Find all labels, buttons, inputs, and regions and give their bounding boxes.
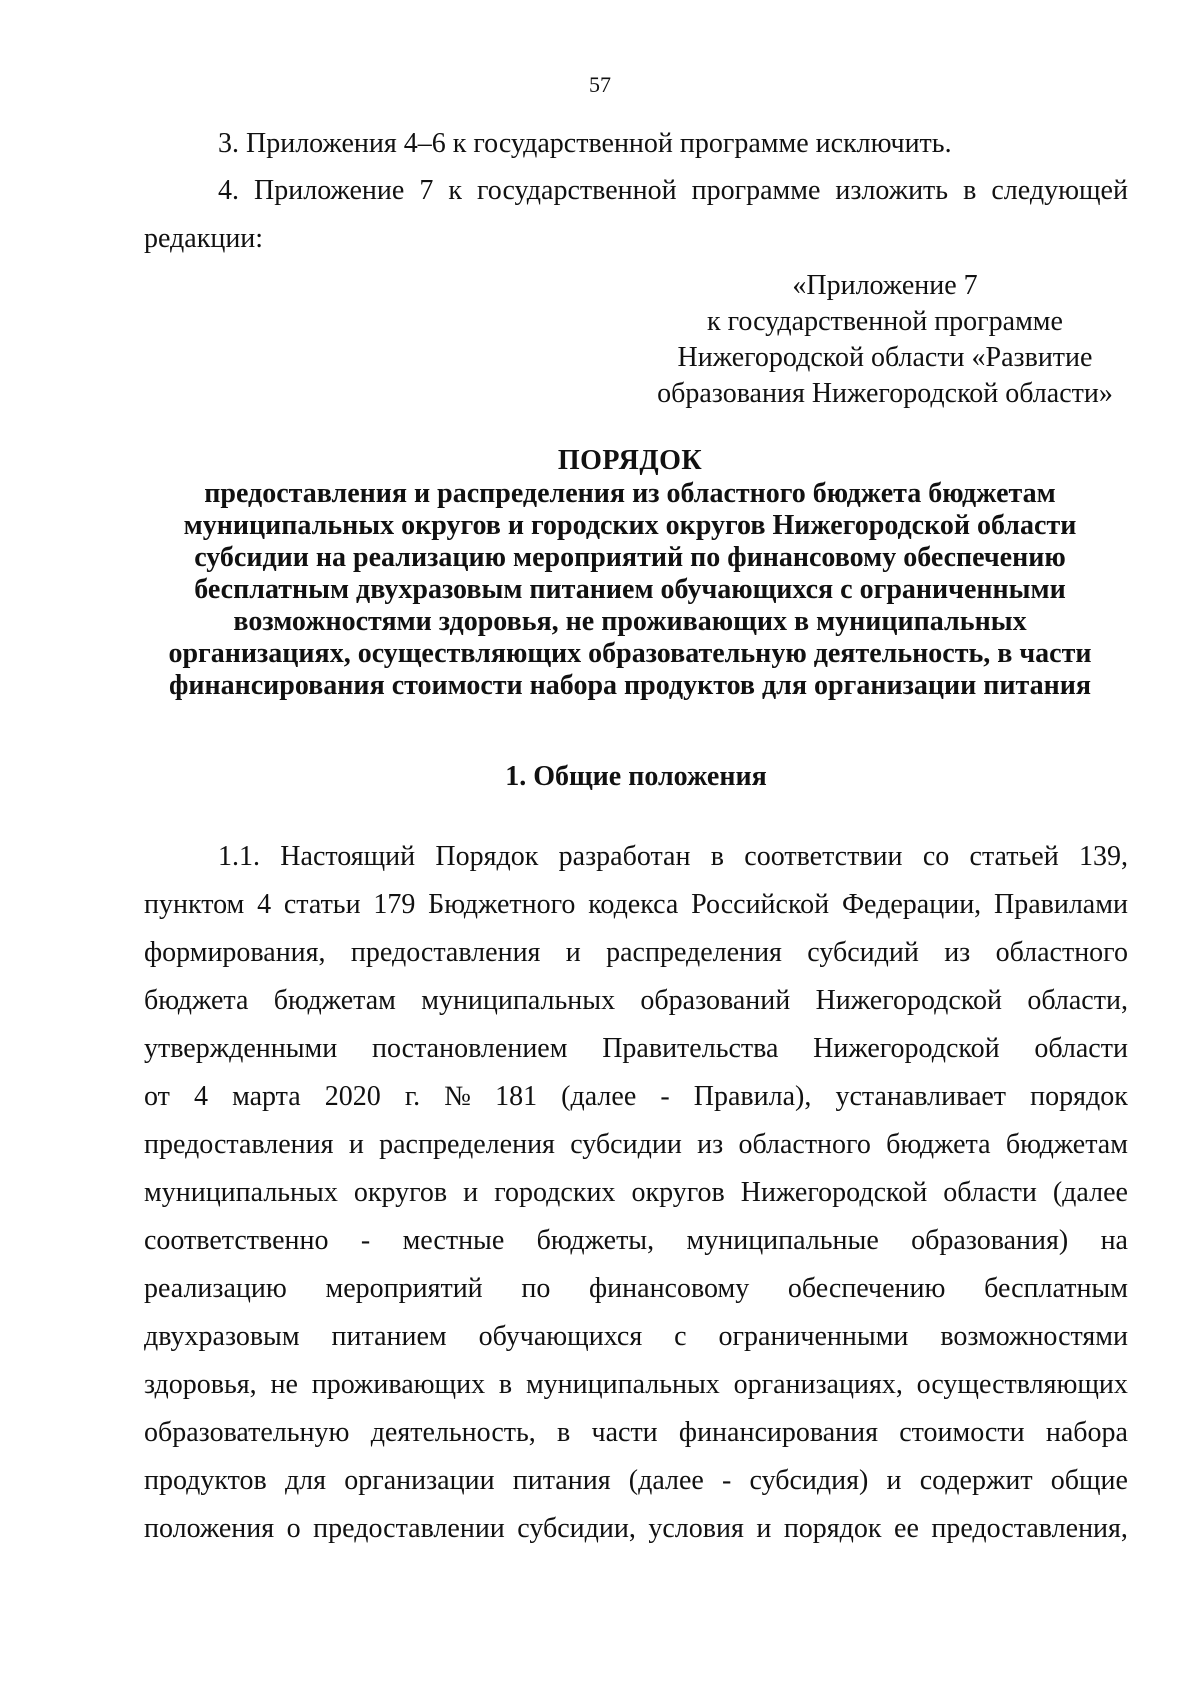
word: следующей xyxy=(991,175,1128,206)
word: области xyxy=(943,1177,1037,1208)
word: по xyxy=(521,1273,551,1304)
word: не xyxy=(270,1369,298,1400)
word: Федерации, xyxy=(841,889,982,920)
word: постановлением xyxy=(371,1033,568,1064)
word: округов xyxy=(353,1177,448,1208)
word: в xyxy=(498,1369,513,1400)
word: предоставлении xyxy=(313,1513,505,1544)
title-line: субсидии на реализацию мероприятий по финансовому обеспечению xyxy=(194,542,1066,573)
paragraph-1-1-line xyxy=(144,1073,1128,1121)
word: организациях, xyxy=(733,1369,903,1400)
word: государственной xyxy=(477,175,677,206)
appendix-line-4: образования Нижегородской области» xyxy=(657,378,1113,409)
word: бесплатным xyxy=(984,1273,1128,1304)
word: и xyxy=(348,1129,364,1160)
word: (далее xyxy=(561,1081,637,1112)
word: части xyxy=(591,1417,658,1448)
word: области, xyxy=(1027,985,1128,1016)
word: изложить xyxy=(835,175,949,206)
word: образований xyxy=(640,985,791,1016)
appendix-line-2: к государственной программе xyxy=(707,306,1063,337)
word: Правилами xyxy=(993,889,1128,920)
word: кодекса xyxy=(588,889,679,920)
word: муниципальных xyxy=(525,1369,720,1400)
word: порядок xyxy=(1030,1081,1128,1112)
word: бюджета xyxy=(886,1129,991,1160)
word: 181 xyxy=(495,1081,538,1112)
word: бюджетам xyxy=(273,985,396,1016)
word: Нижегородской xyxy=(815,985,1003,1016)
word: порядок xyxy=(783,1513,882,1544)
title-line: бесплатным двухразовым питанием обучающихся с ограниченными xyxy=(194,574,1066,605)
title-main: ПОРЯДОК xyxy=(557,445,703,476)
word: образовательную xyxy=(144,1417,350,1448)
word: и xyxy=(756,1513,772,1544)
paragraph-4-line-1 xyxy=(144,167,1128,215)
word: организации xyxy=(344,1465,495,1496)
word: питания xyxy=(512,1465,611,1496)
document-title xyxy=(130,445,1130,702)
word: округов xyxy=(631,1177,725,1208)
word: субсидии xyxy=(570,1129,682,1160)
word: общие xyxy=(1050,1465,1128,1496)
word: Правительства xyxy=(602,1033,779,1064)
word: с xyxy=(674,1321,687,1352)
paragraph-1-1-line xyxy=(144,1121,1128,1169)
word: бюджета xyxy=(144,985,249,1016)
word: - xyxy=(660,1081,670,1112)
word: распределения xyxy=(606,937,782,968)
word: муниципальные xyxy=(686,1225,879,1256)
section-1-heading: 1. Общие положения xyxy=(505,761,767,792)
appendix-line-3: Нижегородской области «Развитие xyxy=(677,342,1093,373)
paragraph-1-1-line xyxy=(144,929,1128,977)
word: - xyxy=(360,1225,371,1256)
word: Нижегородской xyxy=(813,1033,1000,1064)
word: марта xyxy=(232,1081,301,1112)
word: программе xyxy=(691,175,821,206)
word: из xyxy=(697,1129,724,1160)
word: двухразовым xyxy=(144,1321,300,1352)
word: и xyxy=(886,1465,902,1496)
word: 1.1. xyxy=(218,841,260,872)
paragraph-1-1-line xyxy=(144,1265,1128,1313)
word: реализацию xyxy=(144,1273,287,1304)
word: в xyxy=(710,841,724,872)
word: 7 xyxy=(419,175,434,206)
paragraph-1-1 xyxy=(144,833,1128,1553)
paragraph-1-1-line xyxy=(144,1361,1128,1409)
word: 179 xyxy=(373,889,416,920)
word: 4 xyxy=(193,1081,208,1112)
page-number: 57 xyxy=(589,72,611,97)
paragraph-1-1-line xyxy=(144,1217,1128,1265)
word: утвержденными xyxy=(144,1033,338,1064)
word: условия xyxy=(648,1513,744,1544)
word: Настоящий xyxy=(280,841,416,872)
appendix-line-1: «Приложение 7 xyxy=(792,270,978,301)
word: устанавливает xyxy=(835,1081,1007,1112)
word: предоставления xyxy=(350,937,541,968)
word: Российской xyxy=(691,889,830,920)
paragraph-1-1-line xyxy=(144,977,1128,1025)
word: питанием xyxy=(331,1321,447,1352)
paragraph-1-1-line xyxy=(144,1457,1128,1505)
paragraph-1-1-line xyxy=(144,1169,1128,1217)
word: субсидия) xyxy=(749,1465,869,1496)
word: положения xyxy=(144,1513,275,1544)
word: бюджетам xyxy=(1005,1129,1128,1160)
word: финансирования xyxy=(678,1417,878,1448)
word: соответствии xyxy=(744,841,903,872)
word: разработан xyxy=(558,841,691,872)
word: возможностями xyxy=(940,1321,1128,1352)
word: и xyxy=(565,937,581,968)
word: 139, xyxy=(1078,841,1128,872)
word: содержит xyxy=(919,1465,1033,1496)
word: № xyxy=(444,1081,471,1112)
word: к xyxy=(448,175,462,206)
word: от xyxy=(144,1081,170,1112)
word: о xyxy=(286,1513,301,1544)
paragraph-1-1-line xyxy=(144,1025,1128,1073)
word: со xyxy=(922,841,950,872)
word: (далее xyxy=(1052,1177,1128,1208)
word: и xyxy=(463,1177,479,1208)
word: предоставления, xyxy=(931,1513,1128,1544)
word: продуктов xyxy=(144,1465,267,1496)
word: ее xyxy=(894,1513,919,1544)
paragraph-4 xyxy=(144,167,1128,263)
paragraph-1-1-line xyxy=(144,881,1128,929)
word: областного xyxy=(995,937,1128,968)
word: г. xyxy=(404,1081,421,1112)
paragraph-1-1-line xyxy=(144,1505,1128,1553)
paragraph-1-1-line xyxy=(144,1313,1128,1361)
word: статьи xyxy=(283,889,361,920)
word: деятельность, xyxy=(370,1417,536,1448)
word: 4. xyxy=(218,175,239,206)
word: набора xyxy=(1045,1417,1128,1448)
word: стоимости xyxy=(899,1417,1025,1448)
word: распределения xyxy=(379,1129,555,1160)
word: в xyxy=(557,1417,571,1448)
word: муниципальных xyxy=(421,985,616,1016)
title-line: финансирования стоимости набора продуктов для организации питания xyxy=(168,670,1092,701)
word: статьей xyxy=(969,841,1059,872)
word: осуществляющих xyxy=(916,1369,1128,1400)
word: соответственно xyxy=(144,1225,329,1256)
word: на xyxy=(1100,1225,1128,1256)
word: из xyxy=(944,937,971,968)
word: - xyxy=(722,1465,732,1496)
title-line: организациях, осуществляющих образовательную деятельность, в части xyxy=(168,638,1092,669)
word: 4 xyxy=(257,889,272,920)
paragraph-3 xyxy=(144,120,1128,168)
word: областного xyxy=(738,1129,871,1160)
word: для xyxy=(284,1465,327,1496)
word: городских xyxy=(494,1177,616,1208)
word: бюджеты, xyxy=(536,1225,655,1256)
word: Нижегородской xyxy=(740,1177,928,1208)
title-line: возможностями здоровья, не проживающих в муниципальных xyxy=(233,606,1027,637)
word: области xyxy=(1034,1033,1128,1064)
paragraph-4-line-2: редакции: xyxy=(144,223,264,254)
word: ограниченными xyxy=(718,1321,909,1352)
word: финансовому xyxy=(589,1273,750,1304)
appendix-header xyxy=(600,268,1170,412)
word: муниципальных xyxy=(144,1177,338,1208)
word: Бюджетного xyxy=(428,889,576,920)
word: формирования, xyxy=(144,937,326,968)
word: субсидий xyxy=(807,937,919,968)
word: Порядок xyxy=(435,841,539,872)
word: проживающих xyxy=(311,1369,486,1400)
title-line: предоставления и распределения из областного бюджета бюджетам xyxy=(204,478,1056,509)
paragraph-1-1-line xyxy=(144,1409,1128,1457)
word: 2020 xyxy=(324,1081,381,1112)
word: здоровья, xyxy=(144,1369,257,1400)
word: образования) xyxy=(911,1225,1069,1256)
word: обучающихся xyxy=(478,1321,643,1352)
word: обеспечению xyxy=(787,1273,946,1304)
title-line: муниципальных округов и городских округов Нижегородской области xyxy=(183,510,1077,541)
word: субсидии, xyxy=(517,1513,636,1544)
word: предоставления xyxy=(144,1129,334,1160)
word: Правила), xyxy=(693,1081,812,1112)
paragraph-1-1-line xyxy=(144,833,1128,881)
word: местные xyxy=(402,1225,505,1256)
paragraph-3-text: 3. Приложения 4–6 к государственной программе исключить. xyxy=(218,128,952,159)
word: (далее xyxy=(628,1465,704,1496)
word: пунктом xyxy=(144,889,245,920)
word: мероприятий xyxy=(325,1273,483,1304)
word: Приложение xyxy=(254,175,405,206)
word: в xyxy=(963,175,977,206)
